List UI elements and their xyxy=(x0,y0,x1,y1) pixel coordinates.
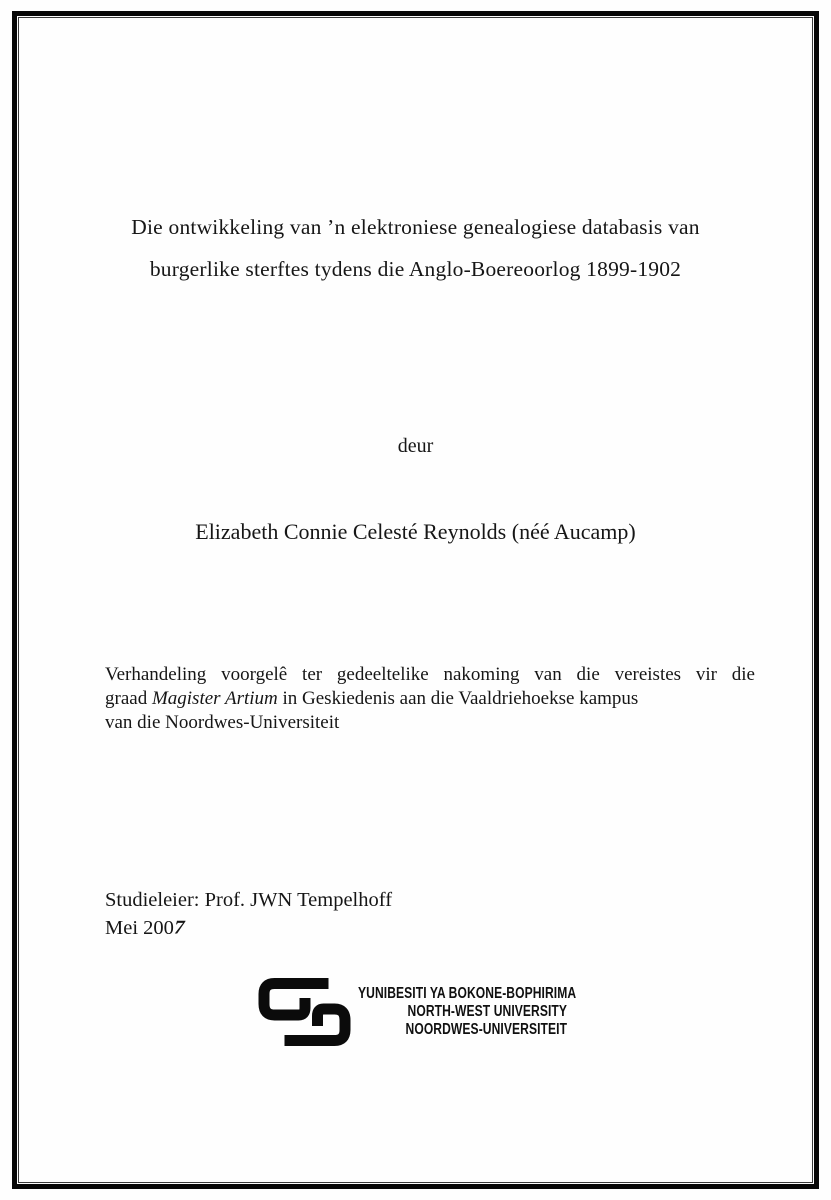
author-name: Elizabeth Connie Celesté Reynolds (néé Aucamp) xyxy=(195,519,636,544)
date-line xyxy=(105,914,392,942)
degree-statement-line2-pre: graad xyxy=(105,688,152,709)
degree-statement-line1: Verhandeling voorgelê ter gedeeltelike nakoming van die vereistes vir die xyxy=(105,664,755,685)
degree-statement xyxy=(105,663,755,735)
supervisor-line: Studieleier: Prof. JWN Tempelhoff xyxy=(105,889,393,911)
logo-text-english: NORTH-WEST UNIVERSITY xyxy=(407,1003,568,1020)
degree-name-italic: Magister Artium xyxy=(151,688,278,709)
date-last-digit: 7 xyxy=(171,917,187,939)
logo-text-setswana: YUNIBESITI YA BOKONE-BOPHIRIMA xyxy=(358,985,577,1002)
supervisor-and-date xyxy=(105,886,392,942)
thesis-title xyxy=(55,206,776,290)
thesis-title-line1: Die ontwikkeling van ’n elektroniese genealogiese databasis van xyxy=(131,215,700,239)
university-logo xyxy=(258,978,626,1046)
byline-label: deur xyxy=(397,435,434,457)
degree-statement-line2 xyxy=(105,687,755,711)
thesis-title-line2: burgerlike sterftes tydens die Anglo-Boereoorlog 1899-1902 xyxy=(149,257,682,281)
interlocked-chain-links-icon xyxy=(258,978,351,1046)
logo-text-afrikaans: NOORDWES-UNIVERSITEIT xyxy=(405,1021,568,1038)
degree-statement-line3: van die Noordwes-Universiteit xyxy=(105,712,340,733)
degree-statement-line2-post: in Geskiedenis aan die Vaaldriehoekse kampus xyxy=(277,688,639,709)
date-prefix: Mei 200 xyxy=(105,917,174,939)
university-logo-text xyxy=(358,985,577,1039)
